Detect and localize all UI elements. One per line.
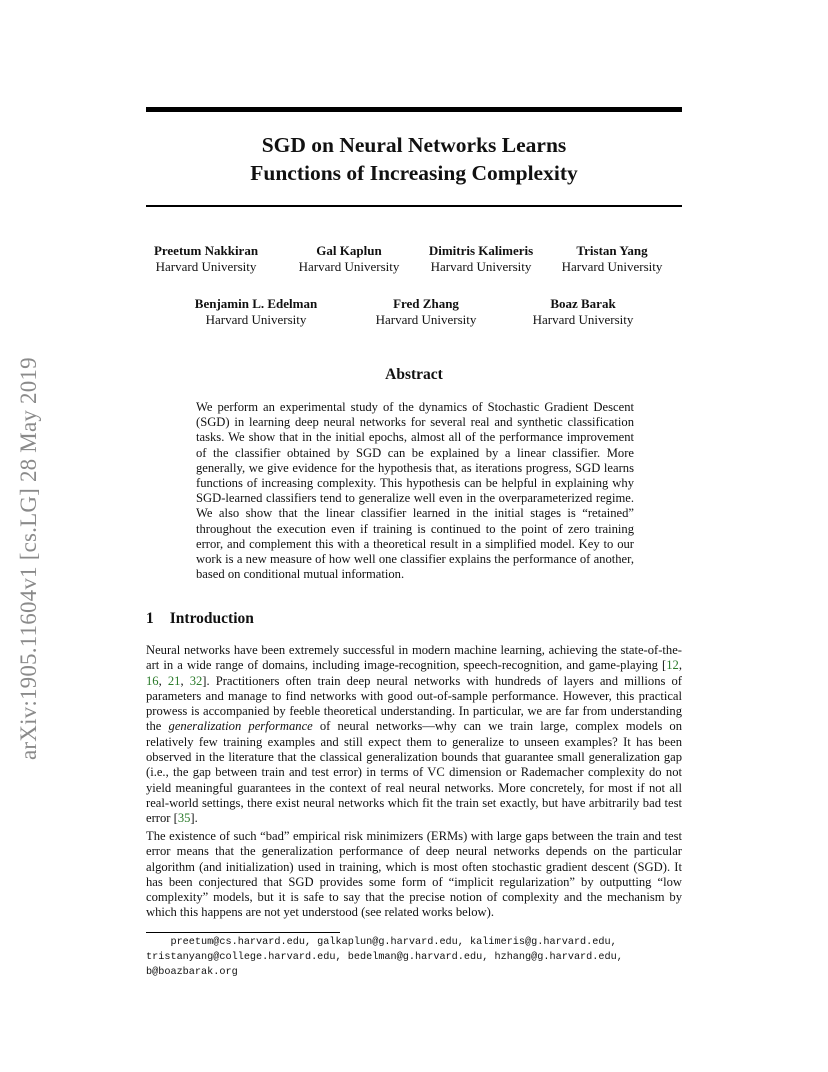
emphasis-text: generalization performance — [168, 719, 313, 734]
citation-link[interactable]: 32 — [189, 673, 203, 688]
citation-link[interactable]: 21 — [167, 673, 181, 688]
author-affiliation: Harvard University — [155, 259, 257, 274]
author-name: Boaz Barak — [550, 296, 616, 311]
author-block — [366, 296, 486, 328]
arxiv-identifier: arXiv:1905.11604v1 [cs.LG] 28 May 2019 — [16, 357, 41, 760]
author-name: Gal Kaplun — [316, 243, 382, 258]
text-run: ]. Practitioners often train deep neural networks with hundreds of layers and millions of parameters and manage to find networks with good out-of-sample performance. However, this practical prowess is accompanied by feeble theoretical understanding. In particular, we are far from understanding the — [146, 673, 682, 734]
intro-paragraph-1: Neural networks have been extremely successful in modern machine learning, achieving the state-of-the-art in a wide range of domains, including image-recognition, speech-recognition, and game-playing [12, 16, 21, 32]. Practitioners often train deep neural networks with hundreds of layers and millions of parameters and manage to find networks with good out-of-sample performance. However, this practical prowess is accompanied by feeble theoretical understanding. In particular, we are far from understanding the generalization performance of neural networks—why can we train large, complex models on relatively few training examples and still expect them to generalize to unseen examples? It has been observed in the literature that the classical generalization bounds that guarantee small generalization gap (i.e., the gap between train and test error) in terms of VC dimension or Rademacher complexity do not yield meaningful guarantees in the context of real neural networks. More concretely, for most if not all real-world settings, there exist neural networks which fit the train set exactly, but have arbitrarily bad test error [35]. — [146, 643, 682, 826]
author-affiliation: Harvard University — [561, 259, 663, 274]
author-affiliation: Harvard University — [430, 259, 532, 274]
abstract-heading: Abstract — [385, 366, 443, 383]
section-number: 1 — [146, 610, 154, 627]
paper-title — [146, 131, 682, 187]
author-block — [292, 243, 406, 275]
intro-paragraph-2: The existence of such “bad” empirical risk minimizers (ERMs) with large gaps between the train and test error means that the generalization performance of deep neural networks depends on the particular algorithm (and initialization) used in training, which is most often stochastic gradient descent (SGD). It has been conjectured that SGD provides some form of “implicit regularization” by outputting “low complexity” models, but it is safe to say that the precise notion of complexity and the mechanism by which this happens are not yet understood (see related works below). — [146, 829, 682, 920]
text-run: Neural networks have been extremely successful in modern machine learning, achieving the state-of-the-art in a wide range of domains, including image-recognition, speech-recognition, and game-playing [ — [146, 643, 682, 673]
title-rule-top — [146, 107, 682, 112]
section-title: Introduction — [169, 610, 254, 627]
title-line-1: SGD on Neural Networks Learns — [261, 133, 567, 157]
section-heading — [146, 610, 254, 628]
author-affiliation: Harvard University — [532, 312, 634, 327]
abstract-text: We perform an experimental study of the dynamics of Stochastic Gradient Descent (SGD) in learning deep neural networks for several real and synthetic classification tasks. We show that in the initial epochs, almost all of the performance improvement of the classifier obtained by SGD can be explained by a linear classifier. More generally, we give evidence for the hypothesis that, as iterations progress, SGD learns functions of increasing complexity. This hypothesis can be helpful in explaining why SGD-learned classifiers tend to generalize well even in the overparameterized regime. We also show that the linear classifier learned in the initial stages is “retained” throughout the execution even if training is continued to the point of zero training error, and complement this with a theoretical result in a simplified model. Key to our work is a new measure of how well one classifier explains the performance of another, based on conditional mutual information. — [196, 400, 634, 582]
author-name: Dimitris Kalimeris — [428, 243, 534, 258]
footnote-rule — [146, 932, 340, 933]
footnote-emails: preetum@cs.harvard.edu, galkaplun@g.harvard.edu, kalimeris@g.harvard.edu, tristanyang@college.harvard.edu, bedelman@g.harvard.edu, hzhang@g.harvard.edu, b@boazbarak.org — [146, 937, 623, 978]
citation-link[interactable]: 12 — [666, 658, 679, 673]
title-line-2: Functions of Increasing Complexity — [250, 161, 578, 185]
author-name: Preetum Nakkiran — [153, 243, 259, 258]
text-run: of neural networks—why can we train large, complex models on relatively few training examples and still expect them to generalize to unseen examples? It has been observed in the literature that the classical generalization bounds that guarantee small generalization gap (i.e., the gap between train and test error) in terms of VC dimension or Rademacher complexity do not yield meaningful guarantees in the context of real neural networks. More concretely, for most if not all real-world settings, there exist neural networks which fit the train set exactly, but have arbitrarily bad test error [ — [146, 719, 682, 826]
citation-link[interactable]: 35 — [177, 811, 191, 826]
citation-link[interactable]: 16 — [146, 673, 159, 688]
author-name: Benjamin L. Edelman — [194, 296, 318, 311]
author-block — [554, 243, 670, 275]
author-block — [420, 243, 542, 275]
author-block — [524, 296, 642, 328]
author-affiliation: Harvard University — [298, 259, 400, 274]
author-name: Fred Zhang — [393, 296, 459, 311]
text-run: ]. — [190, 811, 198, 826]
author-affiliation: Harvard University — [205, 312, 307, 327]
author-block — [146, 243, 266, 275]
author-name: Tristan Yang — [576, 243, 648, 258]
author-block — [186, 296, 326, 328]
author-affiliation: Harvard University — [375, 312, 477, 327]
title-rule-bottom — [146, 205, 682, 207]
